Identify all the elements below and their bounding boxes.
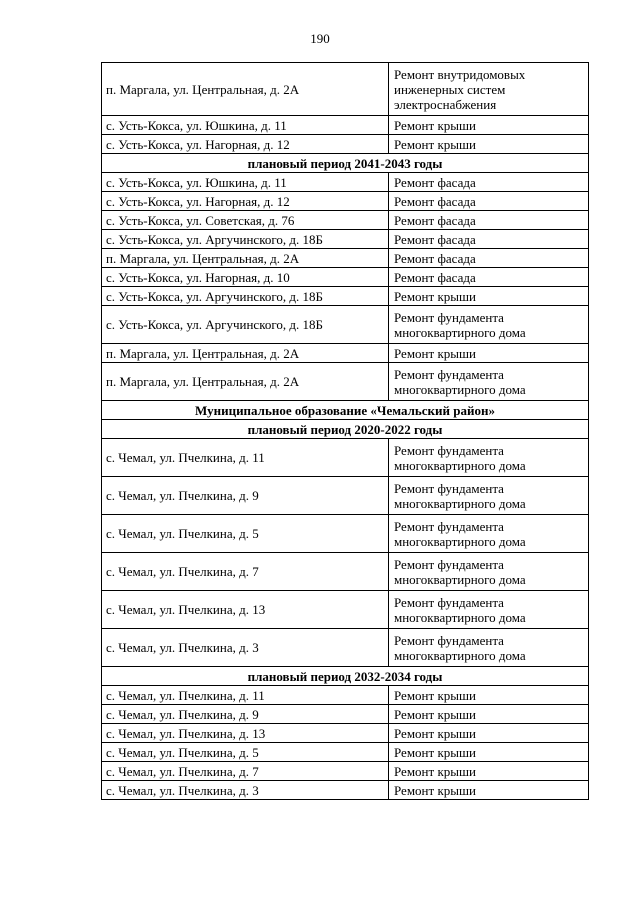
table-row: [102, 116, 589, 135]
section-header-row: [102, 667, 589, 686]
address-cell: с. Усть-Кокса, ул. Нагорная, д. 10: [102, 268, 389, 287]
table-row: [102, 287, 589, 306]
table-row: [102, 743, 589, 762]
repair-work-line: Ремонт крыши: [394, 744, 476, 760]
repair-work-line: инженерных систем: [394, 81, 506, 97]
repair-work-cell: [389, 116, 589, 135]
address-cell: с. Чемал, ул. Пчелкина, д. 13: [102, 591, 389, 629]
repair-work-line: многоквартирного дома: [394, 324, 526, 340]
table-row: [102, 629, 589, 667]
repair-work-line: Ремонт крыши: [394, 687, 476, 703]
repair-work-line: Ремонт крыши: [394, 288, 476, 304]
repair-work-cell: [389, 439, 589, 477]
address-cell: с. Чемал, ул. Пчелкина, д. 9: [102, 705, 389, 724]
repair-work-cell: [389, 591, 589, 629]
address-cell: с. Чемал, ул. Пчелкина, д. 3: [102, 781, 389, 800]
repair-work-line: многоквартирного дома: [394, 381, 526, 397]
table-row: [102, 135, 589, 154]
page-number: 190: [310, 31, 330, 46]
address-cell: с. Усть-Кокса, ул. Юшкина, д. 11: [102, 116, 389, 135]
table-row: [102, 249, 589, 268]
repair-work-cell: [389, 306, 589, 344]
repair-work-line: многоквартирного дома: [394, 647, 526, 663]
address-cell: п. Маргала, ул. Центральная, д. 2А: [102, 363, 389, 401]
table-row: [102, 515, 589, 553]
address-cell: п. Маргала, ул. Центральная, д. 2А: [102, 344, 389, 363]
table-row: [102, 192, 589, 211]
repair-work-line: Ремонт фундамента: [394, 480, 504, 496]
address-cell: п. Маргала, ул. Центральная, д. 2А: [102, 63, 389, 116]
table-row: [102, 439, 589, 477]
repair-work-cell: [389, 135, 589, 154]
repair-work-line: Ремонт фасада: [394, 212, 476, 228]
repair-work-line: Ремонт фундамента: [394, 442, 504, 458]
repair-work-line: многоквартирного дома: [394, 533, 526, 549]
table-row: [102, 781, 589, 800]
repair-work-cell: [389, 63, 589, 116]
table-row: [102, 762, 589, 781]
repair-work-line: многоквартирного дома: [394, 457, 526, 473]
section-title: плановый период 2041-2043 годы: [102, 154, 589, 173]
repair-work-line: Ремонт фасада: [394, 269, 476, 285]
table-row: [102, 363, 589, 401]
table-row: [102, 553, 589, 591]
repair-work-cell: [389, 477, 589, 515]
repair-work-line: Ремонт крыши: [394, 725, 476, 741]
repair-work-line: Ремонт фундамента: [394, 594, 504, 610]
table-row: [102, 686, 589, 705]
repair-work-cell: [389, 287, 589, 306]
repair-work-cell: [389, 724, 589, 743]
repair-work-cell: [389, 629, 589, 667]
table-row: [102, 705, 589, 724]
repair-work-cell: [389, 781, 589, 800]
repair-work-line: многоквартирного дома: [394, 495, 526, 511]
repair-work-line: Ремонт крыши: [394, 117, 476, 133]
address-cell: с. Чемал, ул. Пчелкина, д. 11: [102, 439, 389, 477]
repair-work-cell: [389, 743, 589, 762]
repair-work-cell: [389, 705, 589, 724]
section-title: плановый период 2032-2034 годы: [102, 667, 589, 686]
section-title: Муниципальное образование «Чемальский район»: [102, 401, 589, 420]
repair-work-cell: [389, 553, 589, 591]
repair-work-cell: [389, 249, 589, 268]
address-cell: с. Усть-Кокса, ул. Аргучинского, д. 18Б: [102, 230, 389, 249]
repair-work-cell: [389, 230, 589, 249]
repair-work-line: Ремонт фасада: [394, 250, 476, 266]
address-cell: с. Чемал, ул. Пчелкина, д. 11: [102, 686, 389, 705]
address-cell: с. Усть-Кокса, ул. Аргучинского, д. 18Б: [102, 287, 389, 306]
repair-work-line: Ремонт фундамента: [394, 632, 504, 648]
address-cell: с. Чемал, ул. Пчелкина, д. 5: [102, 515, 389, 553]
repair-work-cell: [389, 192, 589, 211]
address-cell: с. Усть-Кокса, ул. Аргучинского, д. 18Б: [102, 306, 389, 344]
address-cell: с. Чемал, ул. Пчелкина, д. 7: [102, 762, 389, 781]
repair-work-cell: [389, 173, 589, 192]
repair-work-line: Ремонт крыши: [394, 345, 476, 361]
repair-work-line: Ремонт крыши: [394, 782, 476, 798]
table-row: [102, 591, 589, 629]
table-row: [102, 268, 589, 287]
address-cell: с. Усть-Кокса, ул. Нагорная, д. 12: [102, 135, 389, 154]
address-cell: с. Чемал, ул. Пчелкина, д. 9: [102, 477, 389, 515]
repair-work-line: Ремонт фасада: [394, 231, 476, 247]
table-row: [102, 230, 589, 249]
repair-work-line: Ремонт крыши: [394, 136, 476, 152]
table-row: [102, 724, 589, 743]
repair-work-cell: [389, 344, 589, 363]
address-cell: с. Усть-Кокса, ул. Юшкина, д. 11: [102, 173, 389, 192]
section-header-row: [102, 420, 589, 439]
table-row: [102, 211, 589, 230]
repair-work-cell: [389, 211, 589, 230]
address-cell: с. Чемал, ул. Пчелкина, д. 3: [102, 629, 389, 667]
table-row: [102, 63, 589, 116]
repair-work-cell: [389, 268, 589, 287]
repair-work-line: Ремонт внутридомовых: [394, 66, 526, 82]
section-title: плановый период 2020-2022 годы: [102, 420, 589, 439]
address-cell: п. Маргала, ул. Центральная, д. 2А: [102, 249, 389, 268]
repair-schedule-table: [101, 62, 589, 800]
table-row: [102, 477, 589, 515]
repair-work-line: электроснабжения: [394, 96, 497, 112]
repair-work-line: Ремонт фасада: [394, 174, 476, 190]
table-row: [102, 173, 589, 192]
repair-work-cell: [389, 762, 589, 781]
repair-work-line: многоквартирного дома: [394, 571, 526, 587]
repair-work-line: Ремонт крыши: [394, 763, 476, 779]
table-row: [102, 306, 589, 344]
repair-work-line: Ремонт фундамента: [394, 366, 504, 382]
section-header-row: [102, 401, 589, 420]
address-cell: с. Чемал, ул. Пчелкина, д. 13: [102, 724, 389, 743]
repair-work-line: Ремонт крыши: [394, 706, 476, 722]
repair-work-line: Ремонт фасада: [394, 193, 476, 209]
repair-work-line: Ремонт фундамента: [394, 556, 504, 572]
address-cell: с. Усть-Кокса, ул. Советская, д. 76: [102, 211, 389, 230]
address-cell: с. Чемал, ул. Пчелкина, д. 7: [102, 553, 389, 591]
repair-work-line: Ремонт фундамента: [394, 518, 504, 534]
section-header-row: [102, 154, 589, 173]
repair-work-cell: [389, 515, 589, 553]
table-body: [102, 63, 589, 800]
repair-work-line: Ремонт фундамента: [394, 309, 504, 325]
address-cell: с. Усть-Кокса, ул. Нагорная, д. 12: [102, 192, 389, 211]
repair-work-line: многоквартирного дома: [394, 609, 526, 625]
repair-work-cell: [389, 363, 589, 401]
table-row: [102, 344, 589, 363]
address-cell: с. Чемал, ул. Пчелкина, д. 5: [102, 743, 389, 762]
repair-work-cell: [389, 686, 589, 705]
